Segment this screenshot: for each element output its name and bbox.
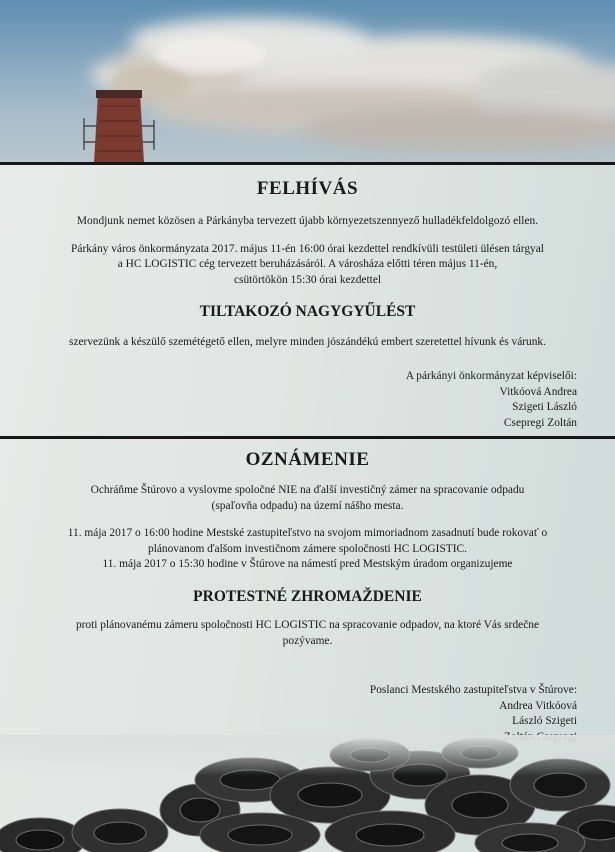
slovak-body-line: 11. mája 2017 o 16:00 hodine Mestské zastupiteľstvo na svojom mimoriadnom zasadnutí bude rokovať o bbox=[67, 527, 548, 540]
signature-heading: Poslanci Mestského zastupiteľstva v Štúrove: bbox=[369, 684, 577, 696]
signatory-name: Vitkóová Andrea bbox=[499, 385, 577, 398]
signatory-name: Csepregi Zoltán bbox=[503, 416, 577, 429]
footer-photo-tire-pile bbox=[0, 735, 615, 852]
slovak-subtitle: PROTESTNÉ ZHROMAŽDENIE bbox=[193, 587, 422, 605]
hungarian-invite: szervezünk a készülő szemétégető ellen, melyre minden jószándékú embert szeretettel hívunk és várunk. bbox=[69, 336, 546, 349]
hungarian-body bbox=[0, 242, 615, 289]
slovak-body bbox=[0, 526, 615, 573]
slovak-body-line: plánovanom ďalšom investičnom zámere spoločnosti HC LOGISTIC. bbox=[148, 542, 467, 555]
slovak-intro bbox=[0, 483, 615, 514]
slovak-invite bbox=[0, 618, 615, 649]
signatory-name: Andrea Vitkóová bbox=[499, 699, 577, 712]
signatory-name: László Szigeti bbox=[512, 715, 577, 728]
hungarian-intro: Mondjunk nemet közösen a Párkányba tervezett újabb környezetszennyező hulladékfeldolgozó ellen. bbox=[76, 215, 539, 227]
top-divider bbox=[0, 162, 615, 165]
middle-divider bbox=[0, 436, 615, 439]
slovak-intro-line: Ochráňme Štúrovo a vyslovme spoločné NIE na ďalší investičný zámer na spracovanie odpadu bbox=[90, 484, 525, 496]
smoke-illustration bbox=[0, 0, 615, 163]
hungarian-body-line: csütörtökön 15:30 órai kezdettel bbox=[233, 273, 382, 286]
header-photo-chimney-smoke bbox=[0, 0, 615, 163]
tires-illustration bbox=[0, 735, 615, 852]
hungarian-signature-block bbox=[406, 369, 577, 431]
hungarian-title: FELHÍVÁS bbox=[256, 178, 359, 199]
signature-heading: A párkányi önkormányzat képviselői: bbox=[405, 370, 577, 382]
slovak-invite-line: pozývame. bbox=[282, 634, 333, 647]
slovak-title: OZNÁMENIE bbox=[245, 449, 370, 470]
slovak-announcement bbox=[0, 449, 615, 649]
slovak-body-line: 11. mája 2017 o 15:30 hodine v Štúrove na námestí pred Mestským úradom organizujeme bbox=[102, 558, 513, 571]
slovak-invite-line: proti plánovanému zámeru spoločnosti HC LOGISTIC na spracovanie odpadov, na ktoré Vás srdečne bbox=[75, 618, 540, 631]
hungarian-body-line: a HC LOGISTIC cég tervezett beruházásáról. A városháza előtti téren május 11-én, bbox=[117, 258, 498, 271]
hungarian-body-line: Párkány város önkormányzata 2017. május 11-én 16:00 órai kezdettel rendkívüli testületi ülésen tárgyal bbox=[71, 242, 544, 255]
hungarian-announcement bbox=[0, 178, 615, 351]
signatory-name: Szigeti László bbox=[512, 401, 577, 414]
slovak-intro-line: (spaľovňa odpadu) na území nášho mesta. bbox=[211, 499, 404, 512]
hungarian-subtitle: TILTAKOZÓ NAGYGYŰLÉST bbox=[199, 303, 416, 321]
